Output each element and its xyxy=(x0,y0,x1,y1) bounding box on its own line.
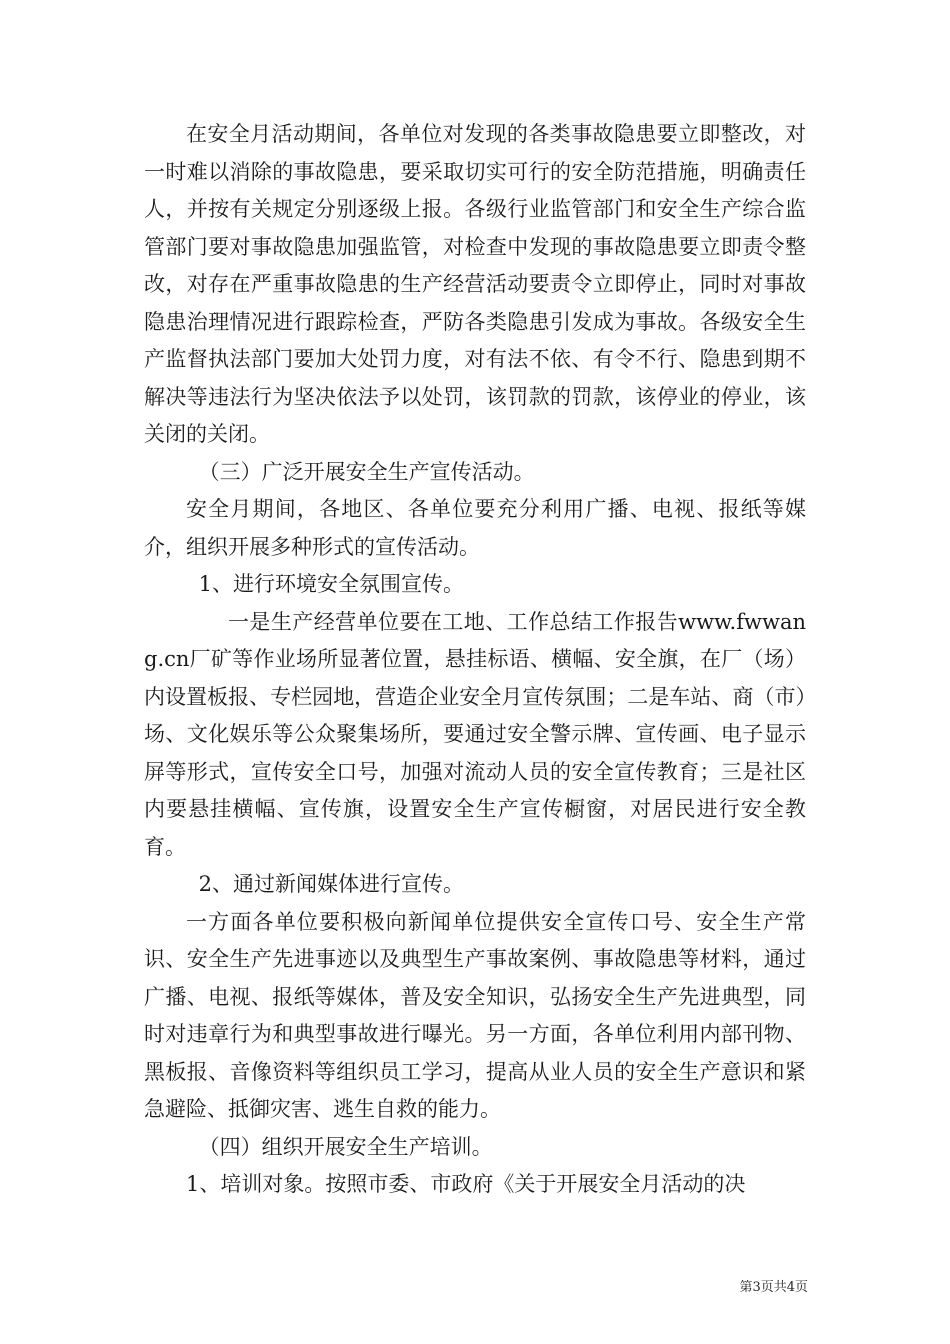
subheading-environment: 1、进行环境安全氛围宣传。 xyxy=(198,572,464,596)
paragraph-rectification: 在安全月活动期间，各单位对发现的各类事故隐患要立即整改，对一时难以消除的事故隐患，要采取切实可行的安全防范措施，明确责任人，并按有关规定分别逐级上报。各级行业监管部门和安全生产综合监管部门要对事故隐患加强监管，对检查中发现的事故隐患要立即责令整改，对存在严重事故隐患的生产经营活动要责令立即停止，同时对事故隐患治理情况进行跟踪检查，严防各类隐患引发成为事故。各级安全生产监督执法部门要加大处罚力度，对有法不依、有令不行、隐患到期不解决等违法行为坚决依法予以处罚，该罚款的罚款，该停业的停业，该关闭的关闭。 xyxy=(144,122,806,446)
paragraph-media: 一方面各单位要积极向新闻单位提供安全宣传口号、安全生产常识、安全生产先进事迹以及典型生产事故案例、事故隐患等材料，通过广播、电视、报纸等媒体，普及安全知识，弘扬安全生产先进典型，同时对违章行为和典型事故进行曝光。另一方面，各单位利用内部刊物、黑板报、音像资料等组织员工学习，提高从业人员的安全生产意识和紧急避险、抵御灾害、逃生自救的能力。 xyxy=(144,909,806,1121)
subheading-media: 2、通过新闻媒体进行宣传。 xyxy=(198,872,464,896)
paragraph-publicity-intro: 安全月期间，各地区、各单位要充分利用广播、电视、报纸等媒介，组织开展多种形式的宣传活动。 xyxy=(144,497,806,559)
section-heading-publicity: （三）广泛开展安全生产宣传活动。 xyxy=(198,459,535,484)
document-body xyxy=(144,116,806,1204)
section-heading-training: （四）组织开展安全生产培训。 xyxy=(198,1134,493,1159)
paragraph-environment: 一是生产经营单位要在工地、工作总结工作报告www.fwwang.cn厂矿等作业场所显著位置，悬挂标语、横幅、安全旗，在厂（场）内设置板报、专栏园地，营造企业安全月宣传氛围；二是车站、商（市）场、文化娱乐等公众聚集场所，要通过安全警示牌、宣传画、电子显示屏等形式，宣传安全口号，加强对流动人员的安全宣传教育；三是社区内要悬挂横幅、宣传旗，设置安全生产宣传橱窗，对居民进行安全教育。 xyxy=(144,609,806,859)
page-number: 第3页共4页 xyxy=(739,1280,808,1295)
paragraph-training-target: 1、培训对象。按照市委、市政府《关于开展安全月活动的决 xyxy=(186,1172,746,1196)
